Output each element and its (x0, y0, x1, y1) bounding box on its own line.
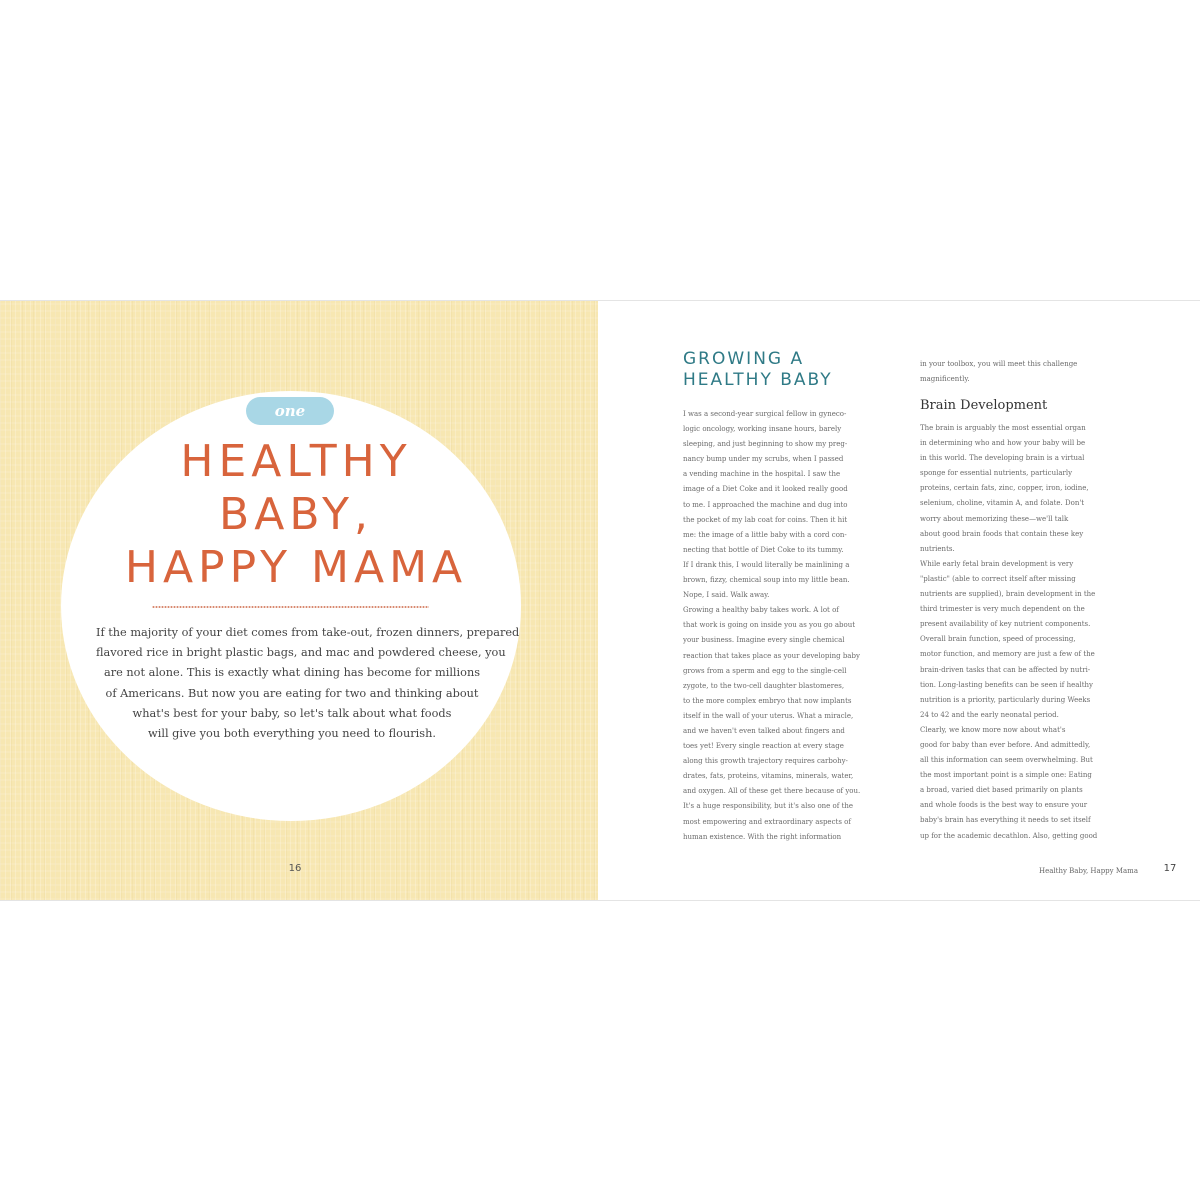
body-text-line: toes yet! Every single reaction at every stage (683, 742, 844, 751)
body-text-line: Growing a healthy baby takes work. A lot of (683, 606, 839, 615)
body-text-line: worry about memorizing these—we'll talk (920, 514, 1069, 523)
intro-line: of Americans. But now you are eating for two and thinking about (105, 686, 479, 700)
body-text-line: image of a Diet Coke and it looked really good (683, 485, 848, 494)
chapter-title (61, 435, 531, 594)
body-text-line: nutrition is a priority, particularly during Weeks (920, 695, 1091, 704)
body-column-right-top (920, 357, 1140, 387)
body-text-line: Clearly, we know more now about what's (920, 725, 1066, 734)
running-head: Healthy Baby, Happy Mama (1038, 867, 1138, 875)
chapter-title-line: HAPPY MAMA (124, 542, 468, 593)
body-text-line: your business. Imagine every single chemical (683, 636, 845, 645)
body-text-line: all this information can seem overwhelming. But (920, 756, 1093, 765)
body-text-line: the pocket of my lab coat for coins. Then it hit (683, 515, 848, 524)
body-column-left (683, 407, 888, 845)
intro-line: what's best for your baby, so let's talk about what foods (132, 706, 452, 720)
body-text-line: present availability of key nutrient components. (920, 620, 1091, 629)
page-number-right: 17 (1163, 863, 1177, 874)
body-text-line: human existence. With the right information (683, 832, 842, 841)
body-text-line: along this growth trajectory requires carbohy- (683, 757, 848, 766)
body-text-line: The brain is arguably the most essential organ (920, 424, 1086, 432)
body-text-line: most empowering and extraordinary aspects of (683, 817, 851, 826)
body-text-line: It's a huge responsibility, but it's also one of the (683, 802, 854, 811)
body-text-line: nutrients. (920, 544, 955, 553)
chapter-label-badge: one (246, 397, 334, 425)
body-text-line: nutrients are supplied), brain development in the (920, 590, 1096, 599)
body-text-line: third trimester is very much dependent on the (920, 605, 1085, 614)
body-text-line: good for baby than ever before. And admittedly, (920, 740, 1091, 749)
body-text-line: up for the academic decathlon. Also, getting good (920, 831, 1098, 840)
body-text-line: and oxygen. All of these get there because of you. (683, 787, 861, 796)
chapter-title-line: HEALTHY (180, 436, 412, 487)
body-text-line: brown, fizzy, chemical soup into my little bean. (683, 576, 850, 585)
section-title (683, 349, 923, 391)
body-text-line: "plastic" (able to correct itself after missing (920, 574, 1076, 583)
body-text-line: reaction that takes place as your developing baby (683, 651, 860, 660)
body-text-line: in this world. The developing brain is a virtual (920, 454, 1085, 463)
body-text-line: If I drank this, I would literally be mainlining a (683, 560, 850, 569)
body-column-right (920, 421, 1140, 844)
body-text-line: a vending machine in the hospital. I saw the (683, 470, 841, 479)
body-text-line: proteins, certain fats, zinc, copper, iron, iodine, (920, 484, 1089, 493)
body-text-line: sleeping, and just beginning to show my preg- (683, 440, 848, 449)
body-text-line: logic oncology, working insane hours, barely (683, 425, 842, 434)
chapter-intro (96, 623, 520, 744)
body-text-line: and whole foods is the best way to ensure your (920, 801, 1088, 810)
body-text-line: selenium, choline, vitamin A, and folate. Don't (920, 499, 1085, 508)
chapter-title-line: BABY, (219, 489, 373, 540)
left-page (0, 301, 598, 900)
body-text-line: sponge for essential nutrients, particularly (920, 469, 1073, 478)
body-text-line: in your toolbox, you will meet this challenge (920, 360, 1078, 368)
intro-line: flavored rice in bright plastic bags, and mac and powdered cheese, you (96, 646, 506, 660)
intro-line: will give you both everything you need to flourish. (148, 727, 436, 741)
intro-line: If the majority of your diet comes from take-out, frozen dinners, prepared (96, 626, 520, 639)
right-page (598, 301, 1200, 900)
body-text-line: a broad, varied diet based primarily on plants (920, 786, 1083, 795)
body-text-line: brain-driven tasks that can be affected by nutri- (920, 665, 1091, 674)
book-spread (0, 300, 1200, 901)
body-text-line: to the more complex embryo that now implants (683, 696, 852, 705)
subheading: Brain Development (920, 398, 1048, 413)
body-text-line: motor function, and memory are just a few of the (920, 650, 1095, 659)
body-text-line: zygote, to the two-cell daughter blastomeres, (683, 681, 845, 690)
dotted-divider (152, 605, 429, 609)
body-text-line: Nope, I said. Walk away. (683, 591, 770, 600)
body-text-line: itself in the wall of your uterus. What a miracle, (683, 711, 854, 720)
body-text-line: about good brain foods that contain these key (920, 529, 1084, 538)
body-text-line: I was a second-year surgical fellow in gyneco- (683, 410, 847, 418)
body-text-line: tion. Long-lasting benefits can be seen if healthy (920, 680, 1093, 689)
body-text-line: 24 to 42 and the early neonatal period. (920, 710, 1059, 719)
body-text-line: Overall brain function, speed of processing, (920, 635, 1076, 644)
section-title-line: HEALTHY BABY (683, 370, 833, 390)
body-text-line: necting that bottle of Diet Coke to its tummy. (683, 545, 844, 554)
body-text-line: magnificently. (920, 375, 970, 384)
body-text-line: the most important point is a simple one: Eating (920, 771, 1092, 780)
section-title-line: GROWING A (683, 349, 805, 369)
body-text-line: grows from a sperm and egg to the single-cell (683, 666, 847, 675)
page-number-left: 16 (288, 863, 302, 874)
body-text-line: and we haven't even talked about fingers and (683, 726, 845, 735)
body-text-line: me: the image of a little baby with a cord con- (683, 530, 847, 539)
body-text-line: in determining who and how your baby will be (920, 439, 1086, 448)
body-text-line: baby's brain has everything it needs to set itself (920, 816, 1091, 825)
body-text-line: that work is going on inside you as you go about (683, 621, 856, 630)
body-text-line: nancy bump under my scrubs, when I passed (683, 455, 844, 464)
intro-line: are not alone. This is exactly what dining has become for millions (103, 666, 481, 680)
body-text-line: drates, fats, proteins, vitamins, minerals, water, (683, 772, 854, 781)
body-text-line: While early fetal brain development is very (920, 559, 1074, 568)
body-text-line: to me. I approached the machine and dug into (683, 500, 848, 509)
